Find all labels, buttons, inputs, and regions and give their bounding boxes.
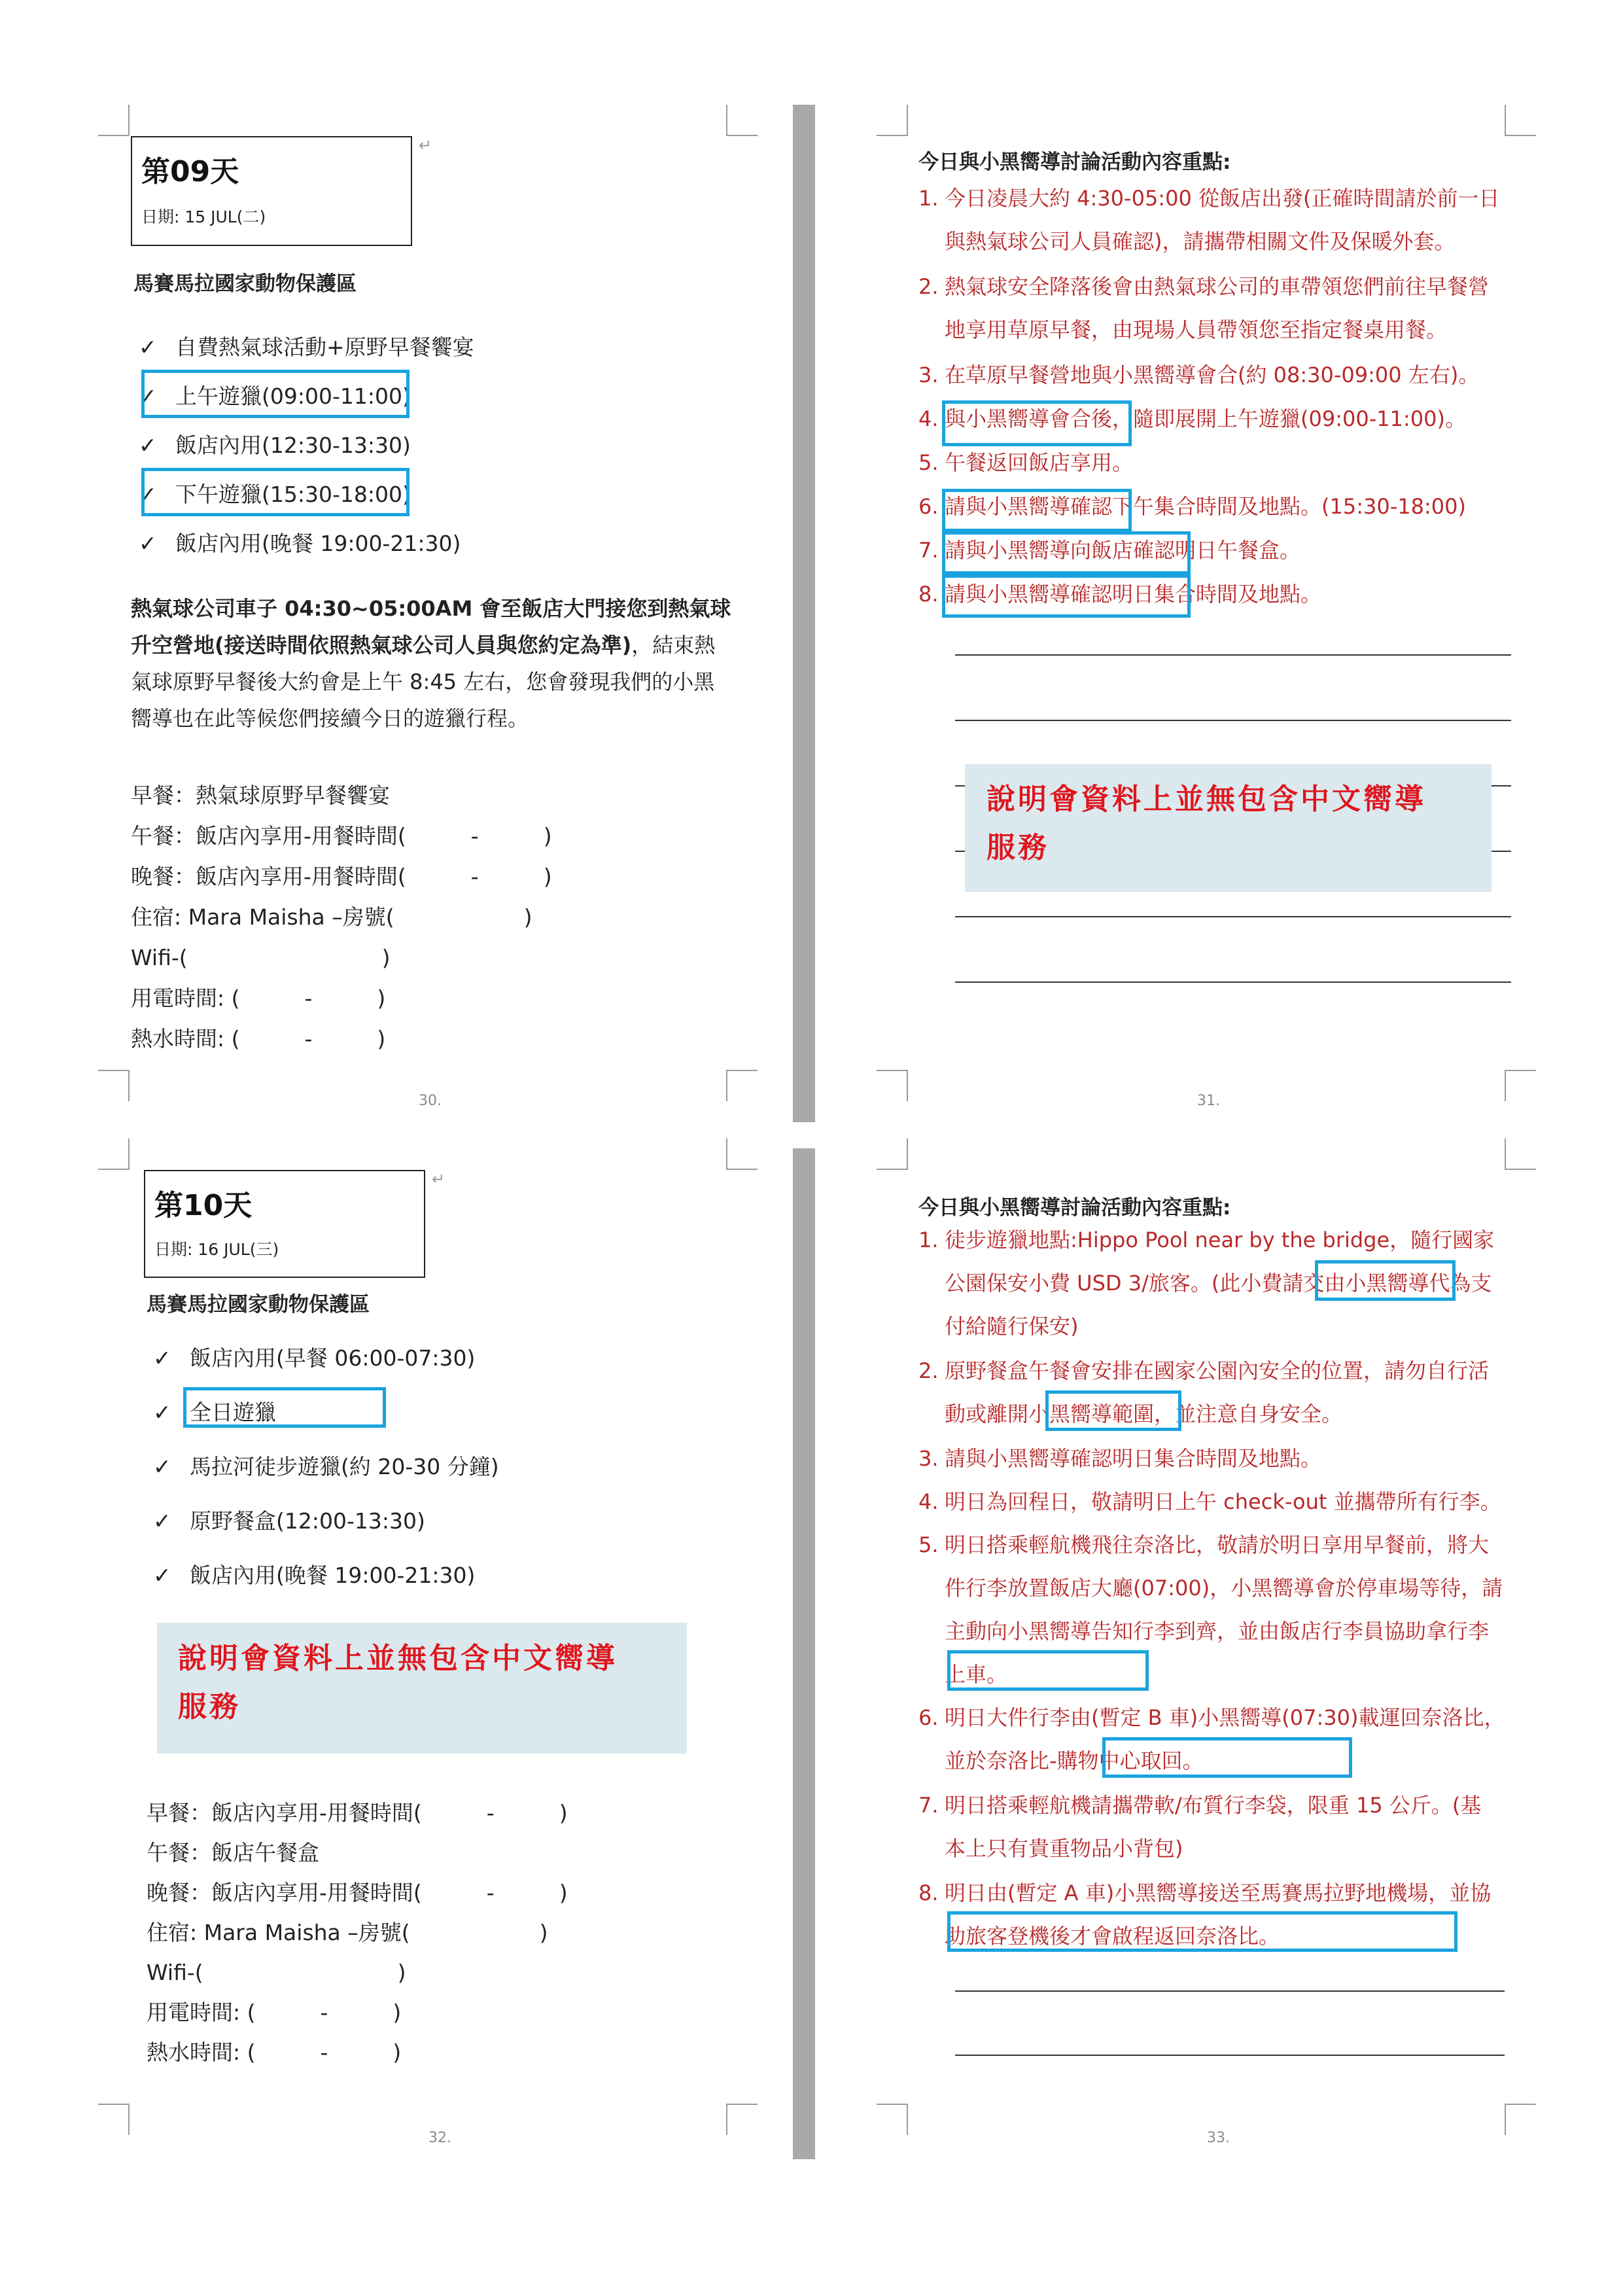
check-icon: ✓ xyxy=(153,1454,171,1479)
note-text: 說明會資料上並無包含中文嚮導 服務 xyxy=(986,783,1426,864)
day-title: 第09天 xyxy=(141,155,239,188)
page-gutter xyxy=(793,105,815,1122)
day-title: 第10天 xyxy=(154,1189,253,1222)
margin-corner xyxy=(1505,105,1536,136)
checklist-item: ✓ 馬拉河徒步遊獵(約 20-30 分鐘) xyxy=(153,1454,499,1479)
checklist-item: ✓ 飯店內用(早餐 06:00-07:30) xyxy=(153,1345,476,1371)
page-number: 32. xyxy=(428,2130,451,2146)
transfer-paragraph: 熱氣球公司車子 04:30~05:00AM 會至飯店大門接您到熱氣球 升空營地(接送時間依照熱氣球公司人員與您約定為準)，結束熱 氣球原野早餐後大約會是上午 8:45 左右，您會發現我們的小黑 嚮導也在此等候您們接續今日的遊獵行程。 xyxy=(131,596,731,731)
margin-corner xyxy=(1505,2104,1536,2135)
blank-line xyxy=(955,720,1511,721)
page-number: 30. xyxy=(419,1093,442,1109)
note-text: 說明會資料上並無包含中文嚮導 服務 xyxy=(178,1642,618,1723)
page-gutter xyxy=(793,1148,815,2159)
check-icon: ✓ xyxy=(139,383,157,409)
check-icon: ✓ xyxy=(139,433,157,458)
paragraph-mark: ↵ xyxy=(432,1170,445,1188)
margin-corner xyxy=(877,1139,908,1170)
highlight-box xyxy=(947,1911,1457,1952)
discussion-item: 6. 請與小黑嚮導確認下午集合時間及地點。(15:30-18:00) xyxy=(918,494,1466,519)
margin-corner xyxy=(98,2104,130,2135)
blank-line xyxy=(955,2055,1505,2056)
discussion-item: 5. 明日搭乘輕航機飛往奈洛比，敬請於明日享用早餐前，將大 件行李放置飯店大廳(07:00)，小黑嚮導會於停車場等待，請 主動向小黑嚮導告知行李到齊，並由飯店行李員協助拿行李 上車。 xyxy=(918,1532,1503,1687)
discussion-item: 4. 與小黑嚮導會合後，隨即展開上午遊獵(09:00-11:00)。 xyxy=(918,406,1466,431)
info-line: 熱水時間: ( - ) xyxy=(131,1026,386,1051)
info-line: 住宿: Mara Maisha –房號( ) xyxy=(147,1920,548,1945)
discussion-heading: 今日與小黑嚮導討論活動內容重點: xyxy=(918,1196,1231,1220)
discussion-item: 8. 明日由(暫定 A 車)小黑嚮導接送至馬賽馬拉野地機場，並協 助旅客登機後才會啟程返回奈洛比。 xyxy=(918,1881,1492,1949)
info-line: 早餐：飯店內享用-用餐時間( - ) xyxy=(147,1800,568,1826)
discussion-item: 5. 午餐返回飯店享用。 xyxy=(918,450,1134,475)
page-number: 31. xyxy=(1197,1093,1220,1109)
paragraph-mark: ↵ xyxy=(419,136,432,154)
margin-corner xyxy=(726,1139,758,1170)
discussion-item: 2. 原野餐盒午餐會安排在國家公園內安全的位置，請勿自行活 動或離開小黑嚮導範圍，並注意自身安全。 xyxy=(918,1358,1490,1426)
highlight-box xyxy=(942,489,1132,532)
highlight-box xyxy=(942,400,1132,446)
document-page xyxy=(877,105,1557,1125)
discussion-item: 3. 請與小黑嚮導確認明日集合時間及地點。 xyxy=(918,1446,1322,1471)
checklist-item: ✓ 飯店內用(12:30-13:30) xyxy=(139,433,411,458)
checklist-item: ✓ 下午遊獵(15:30-18:00) xyxy=(139,482,411,507)
checklist-item: ✓ 飯店內用(晚餐 19:00-21:30) xyxy=(153,1563,476,1588)
discussion-heading: 今日與小黑嚮導討論活動內容重點: xyxy=(918,150,1231,174)
discussion-item: 2. 熱氣球安全降落後會由熱氣球公司的車帶領您們前往早餐營 地享用草原早餐，由現場人員帶領您至指定餐桌用餐。 xyxy=(918,274,1490,342)
info-line: 午餐：飯店午餐盒 xyxy=(147,1840,319,1865)
blank-line xyxy=(955,981,1511,983)
info-line: Wifi-( ) xyxy=(131,945,391,970)
margin-corner xyxy=(877,1070,908,1101)
discussion-item: 7. 明日搭乘輕航機請攜帶軟/布質行李袋，限重 15 公斤。(基 本上只有貴重物品小背包) xyxy=(918,1793,1482,1861)
checklist-item: ✓ 全日遊獵 xyxy=(153,1400,276,1425)
area-heading: 馬賽馬拉國家動物保護區 xyxy=(147,1293,370,1316)
area-heading: 馬賽馬拉國家動物保護區 xyxy=(133,272,357,296)
check-icon: ✓ xyxy=(153,1345,171,1371)
check-icon: ✓ xyxy=(153,1563,171,1588)
check-icon: ✓ xyxy=(139,531,157,556)
highlight-box xyxy=(942,531,1191,574)
checklist-item: ✓ 上午遊獵(09:00-11:00) xyxy=(139,383,411,409)
margin-corner xyxy=(877,105,908,136)
document-page xyxy=(98,1139,778,2159)
checklist-item: ✓ 自費熱氣球活動+原野早餐饗宴 xyxy=(139,334,474,360)
highlight-box xyxy=(141,468,410,516)
document-page xyxy=(877,1139,1557,2159)
check-icon: ✓ xyxy=(153,1400,171,1425)
margin-corner xyxy=(1505,1139,1536,1170)
info-line: Wifi-( ) xyxy=(147,1960,406,1985)
info-line: 熱水時間: ( - ) xyxy=(147,2040,402,2065)
margin-corner xyxy=(1505,1070,1536,1101)
discussion-item: 3. 在草原早餐營地與小黑嚮導會合(約 08:30-09:00 左右)。 xyxy=(918,362,1480,387)
margin-corner xyxy=(98,1070,130,1101)
info-line: 晚餐：飯店內享用-用餐時間( - ) xyxy=(147,1880,568,1905)
blank-line xyxy=(955,654,1511,656)
highlight-box xyxy=(1045,1390,1181,1431)
info-line: 午餐：飯店內享用-用餐時間( - ) xyxy=(131,823,552,849)
info-line: 早餐：熱氣球原野早餐饗宴 xyxy=(131,783,390,808)
info-line: 用電時間: ( - ) xyxy=(147,2000,402,2025)
margin-corner xyxy=(726,1070,758,1101)
day-date: 日期: 16 JUL(三) xyxy=(154,1240,279,1259)
checklist-item: ✓ 原野餐盒(12:00-13:30) xyxy=(153,1508,425,1534)
document-page xyxy=(98,105,778,1125)
highlight-box xyxy=(947,1650,1149,1691)
discussion-item: 7. 請與小黑嚮導向飯店確認明日午餐盒。 xyxy=(918,538,1301,563)
margin-corner xyxy=(726,105,758,136)
info-line: 住宿: Mara Maisha –房號( ) xyxy=(131,904,532,930)
page-number: 33. xyxy=(1207,2130,1230,2146)
margin-corner xyxy=(877,2104,908,2135)
check-icon: ✓ xyxy=(139,482,157,507)
highlight-box xyxy=(1102,1737,1352,1778)
discussion-item: 6. 明日大件行李由(暫定 B 車)小黑嚮導(07:30)載運回奈洛比， 並於奈洛比-購物中心取回。 xyxy=(918,1705,1505,1773)
check-icon: ✓ xyxy=(139,334,157,360)
highlight-box xyxy=(141,370,410,418)
check-icon: ✓ xyxy=(153,1508,171,1534)
discussion-item: 1. 今日凌晨大約 4:30-05:00 從飯店出發(正確時間請於前一日 與熱氣球公司人員確認)，請攜帶相關文件及保暖外套。 xyxy=(918,186,1500,254)
day-date: 日期: 15 JUL(二) xyxy=(141,207,266,226)
discussion-item: 1. 徒步遊獵地點:Hippo Pool near by the bridge，隨行國家 公園保安小費 USD 3/旅客。(此小費請交由小黑嚮導代為支 付給隨行保安) xyxy=(918,1227,1495,1339)
blank-line xyxy=(955,916,1511,917)
discussion-item: 4. 明日為回程日，敬請明日上午 check-out 並攜帶所有行李。 xyxy=(918,1489,1501,1514)
margin-corner xyxy=(726,2104,758,2135)
margin-corner xyxy=(98,1139,130,1170)
info-line: 用電時間: ( - ) xyxy=(131,985,386,1011)
blank-line xyxy=(955,1990,1505,1992)
margin-corner xyxy=(98,105,130,136)
highlight-box xyxy=(1315,1260,1456,1301)
highlight-box xyxy=(183,1387,386,1428)
discussion-item: 8. 請與小黑嚮導確認明日集合時間及地點。 xyxy=(918,582,1322,607)
info-line: 晚餐：飯店內享用-用餐時間( - ) xyxy=(131,864,552,889)
highlight-box xyxy=(942,574,1191,618)
checklist-item: ✓ 飯店內用(晚餐 19:00-21:30) xyxy=(139,531,461,556)
